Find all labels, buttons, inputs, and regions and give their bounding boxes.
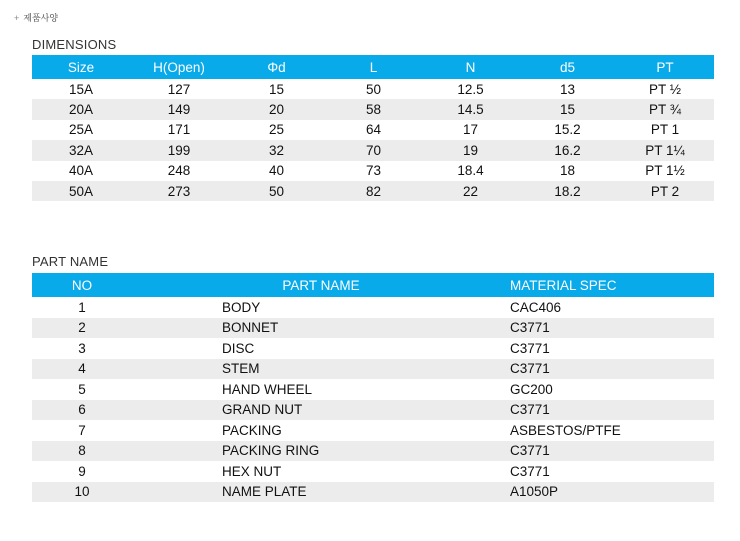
section-title: 제품사양 <box>23 13 59 23</box>
table-row <box>32 297 714 318</box>
table-cell: C3771 <box>510 320 550 336</box>
table-cell: PT 1½ <box>645 163 685 179</box>
table-cell: 1 <box>78 299 86 315</box>
dim-header-l: L <box>369 59 378 75</box>
table-cell: 15 <box>559 102 576 118</box>
table-cell: 248 <box>167 163 191 179</box>
table-cell: 3 <box>78 340 86 356</box>
table-cell: 15.2 <box>554 122 581 138</box>
table-cell: 20 <box>268 102 285 118</box>
table-cell: 18.4 <box>457 163 484 179</box>
table-cell: 12.5 <box>457 81 484 97</box>
table-row <box>32 161 714 181</box>
table-cell: ASBESTOS/PTFE <box>510 422 621 438</box>
dimensions-caption: DIMENSIONS <box>32 37 117 52</box>
table-cell: 32A <box>68 142 94 158</box>
table-cell: 64 <box>365 122 382 138</box>
table-cell: HEX NUT <box>222 463 282 479</box>
table-row <box>32 482 714 503</box>
table-cell: 25A <box>68 122 94 138</box>
table-cell: PT 1¼ <box>645 142 685 158</box>
table-cell: 16.2 <box>554 142 581 158</box>
dim-header-h-open: H(Open) <box>153 59 205 75</box>
table-row <box>32 379 714 400</box>
table-cell: DISC <box>222 340 255 356</box>
table-cell: 40A <box>68 163 94 179</box>
table-cell: 15A <box>68 81 94 97</box>
parts-header-row <box>32 273 714 297</box>
table-cell: 4 <box>78 361 86 377</box>
table-cell: 18 <box>559 163 576 179</box>
parts-header-no: NO <box>71 277 93 293</box>
dimensions-table <box>32 55 714 201</box>
table-row <box>32 338 714 359</box>
table-cell: 127 <box>167 81 191 97</box>
table-cell: C3771 <box>510 402 550 418</box>
table-cell: 20A <box>68 102 94 118</box>
table-cell: PT 1 <box>650 122 680 138</box>
table-cell: PT 2 <box>650 183 680 199</box>
table-cell: CAC406 <box>510 299 562 315</box>
table-cell: 58 <box>365 102 382 118</box>
table-cell: 50 <box>365 81 382 97</box>
table-cell: PACKING RING <box>222 443 320 459</box>
table-cell: 18.2 <box>554 183 581 199</box>
table-cell: A1050P <box>510 484 559 500</box>
table-cell: C3771 <box>510 340 550 356</box>
dim-header-d5: d5 <box>559 59 576 75</box>
table-row <box>32 99 714 119</box>
dim-header-n: N <box>465 59 476 75</box>
table-cell: BODY <box>222 299 261 315</box>
table-cell: NAME PLATE <box>222 484 307 500</box>
table-cell: 10 <box>74 484 90 500</box>
table-cell: 13 <box>559 81 576 97</box>
parts-table <box>32 273 714 502</box>
table-row <box>32 461 714 482</box>
table-cell: 25 <box>268 122 285 138</box>
section-header <box>14 11 58 24</box>
table-cell: C3771 <box>510 361 550 377</box>
table-row <box>32 420 714 441</box>
table-cell: 73 <box>365 163 382 179</box>
table-cell: 171 <box>167 122 191 138</box>
table-row <box>32 79 714 99</box>
table-row <box>32 120 714 140</box>
table-cell: 6 <box>78 402 86 418</box>
table-cell: GC200 <box>510 381 553 397</box>
table-cell: 70 <box>365 142 382 158</box>
table-cell: 15 <box>268 81 285 97</box>
dim-header-size: Size <box>67 59 95 75</box>
table-cell: 9 <box>78 463 86 479</box>
table-cell: 7 <box>78 422 86 438</box>
table-cell: PT ½ <box>648 81 682 97</box>
table-cell: BONNET <box>222 320 279 336</box>
table-cell: 50 <box>268 183 285 199</box>
parts-caption: PART NAME <box>32 254 109 269</box>
table-cell: C3771 <box>510 463 550 479</box>
table-row <box>32 441 714 462</box>
dimensions-header-row <box>32 55 714 79</box>
bullet-icon: + <box>14 12 20 23</box>
table-row <box>32 318 714 339</box>
table-cell: 19 <box>462 142 479 158</box>
table-row <box>32 359 714 380</box>
table-row <box>32 140 714 160</box>
table-cell: 8 <box>78 443 86 459</box>
table-cell: 22 <box>462 183 479 199</box>
table-cell: 50A <box>68 183 94 199</box>
table-cell: 149 <box>167 102 191 118</box>
table-cell: 32 <box>268 142 285 158</box>
table-cell: PT ¾ <box>648 102 682 118</box>
table-cell: HAND WHEEL <box>222 381 313 397</box>
table-cell: 40 <box>268 163 285 179</box>
parts-header-material-spec: MATERIAL SPEC <box>510 277 617 293</box>
table-cell: 5 <box>78 381 86 397</box>
table-cell: 273 <box>167 183 191 199</box>
dim-header-pt: PT <box>656 59 674 75</box>
table-cell: 14.5 <box>457 102 484 118</box>
table-cell: 2 <box>78 320 86 336</box>
table-cell: 17 <box>462 122 479 138</box>
table-row <box>32 400 714 421</box>
dim-header-phi-d: Φd <box>267 59 286 75</box>
table-cell: STEM <box>222 361 260 377</box>
table-cell: C3771 <box>510 443 550 459</box>
table-cell: 199 <box>167 142 191 158</box>
table-row <box>32 181 714 201</box>
table-cell: PACKING <box>222 422 282 438</box>
parts-header-part-name: PART NAME <box>282 277 360 293</box>
table-cell: 82 <box>365 183 382 199</box>
table-cell: GRAND NUT <box>222 402 303 418</box>
